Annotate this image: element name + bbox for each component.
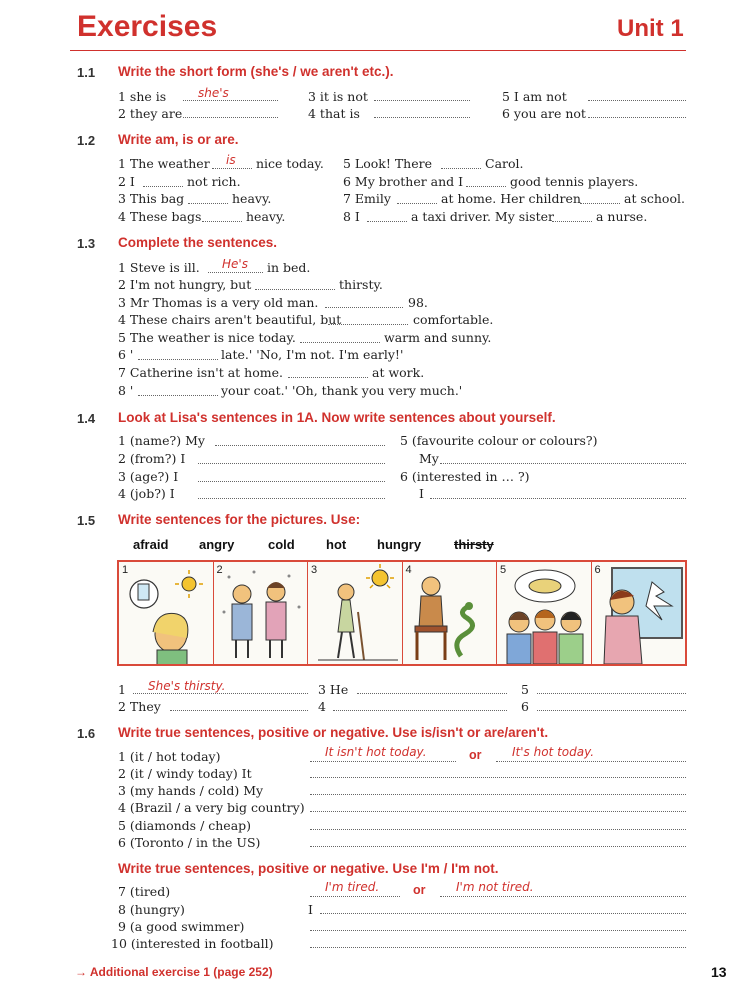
answer-line (310, 846, 686, 847)
item-text: heavy. (232, 191, 272, 206)
item: 5 (521, 682, 529, 697)
answer-line (310, 794, 686, 795)
picture-6 (592, 562, 686, 664)
answer-line (441, 168, 481, 169)
picture-number: 6 (594, 564, 601, 576)
header-divider (70, 50, 686, 51)
item-text: warm and sunny. (384, 330, 492, 345)
item: 3 (age?) I (118, 469, 179, 484)
exercise-number: 1.3 (77, 236, 96, 251)
exercise-title: Write the short form (she's / we aren't etc.). (118, 64, 394, 79)
item: 1 (118, 682, 126, 697)
answer-line (440, 896, 686, 897)
item-text: not rich. (187, 174, 241, 189)
item-text: at work. (372, 365, 425, 380)
cold-people-illustration (214, 562, 309, 664)
angry-woman-illustration (592, 562, 686, 664)
item: 2 They (118, 699, 161, 714)
item: 6 you are not (502, 106, 586, 121)
page-number: 13 (711, 964, 727, 980)
answer-line (496, 761, 686, 762)
item: 6 ' (118, 347, 134, 362)
item: 6 (521, 699, 529, 714)
exercise-title: Complete the sentences. (118, 235, 278, 250)
answer-line (440, 463, 686, 464)
answer-line (138, 359, 218, 360)
additional-exercise-link[interactable]: → Additional exercise 1 (page 252) (75, 965, 273, 979)
answer-line (320, 913, 686, 914)
answer-line (588, 117, 686, 118)
answer-line (580, 203, 620, 204)
answer-line (333, 710, 507, 711)
answer-line (552, 221, 592, 222)
word-afraid: afraid (133, 537, 169, 552)
item: 4 that is (308, 106, 360, 121)
word-hot: hot (326, 537, 347, 552)
answer-line (198, 498, 385, 499)
exercise-title: Look at Lisa's sentences in 1A. Now write sentences about yourself. (118, 410, 556, 425)
hungry-people-illustration (497, 562, 592, 664)
answer-line (198, 463, 385, 464)
item: 1 The weather (118, 156, 210, 171)
item-text: a nurse. (596, 209, 648, 224)
exercise-number: 1.1 (77, 65, 96, 80)
item: 7 Catherine isn't at home. (118, 365, 283, 380)
item-text: heavy. (246, 209, 286, 224)
item: 6 (Toronto / in the US) (118, 835, 261, 850)
answer-line (310, 829, 686, 830)
answer-line (374, 100, 470, 101)
item: 4 (job?) I (118, 486, 175, 501)
picture-number: 2 (216, 564, 223, 576)
item-text: Carol. (485, 156, 524, 171)
word-angry: angry (199, 537, 235, 552)
answer-line (310, 811, 686, 812)
item: 7 Emily (343, 191, 391, 206)
picture-number: 1 (122, 564, 129, 576)
handwritten-answer: It isn't hot today. (325, 745, 427, 759)
item: 4 These chairs aren't beautiful, but (118, 312, 342, 327)
item: 6 My brother and I (343, 174, 464, 189)
handwritten-answer: I'm tired. (325, 880, 380, 894)
item: 2 (it / windy today) It (118, 766, 252, 781)
picture-number: 5 (500, 564, 507, 576)
picture-number: 4 (405, 564, 412, 576)
picture-5 (497, 562, 592, 664)
answer-line (300, 342, 380, 343)
item: 5 (favourite colour or colours?) (400, 433, 598, 448)
answer-line (310, 930, 686, 931)
answer-line (188, 203, 228, 204)
answer-line (397, 203, 437, 204)
item: 2 (from?) I (118, 451, 186, 466)
item-text: good tennis players. (510, 174, 639, 189)
answer-line (288, 377, 368, 378)
or-label: or (413, 883, 426, 897)
item: 3 Mr Thomas is a very old man. (118, 295, 319, 310)
item-text: at home. Her children (441, 191, 581, 206)
item: 10 (interested in football) (111, 936, 274, 951)
item-text: late.' 'No, I'm not. I'm early!' (221, 347, 404, 362)
item-text: comfortable. (413, 312, 494, 327)
item-text: thirsty. (339, 277, 383, 292)
answer-line (310, 947, 686, 948)
answer-line (202, 221, 242, 222)
afraid-man-illustration (403, 562, 498, 664)
item-text: nice today. (256, 156, 324, 171)
item: 8 I (343, 209, 360, 224)
answer-line (212, 168, 252, 169)
item: 3 it is not (308, 89, 368, 104)
item: 5 Look! There (343, 156, 433, 171)
exercise-title: Write true sentences, positive or negative. Use is/isn't or are/aren't. (118, 725, 549, 740)
picture-number: 3 (311, 564, 318, 576)
answer-line (325, 307, 403, 308)
answer-line (183, 100, 278, 101)
word-hungry: hungry (377, 537, 422, 552)
item-text: 98. (408, 295, 428, 310)
page-title: Exercises (77, 10, 218, 43)
item: 6 (interested in … ?) (400, 469, 530, 484)
item: 4 (Brazil / a very big country) (118, 800, 305, 815)
answer-line (537, 710, 686, 711)
answer-line (374, 117, 470, 118)
exercise-number: 1.4 (77, 411, 96, 426)
answer-line (367, 221, 407, 222)
exercise-number: 1.6 (77, 726, 96, 741)
exercise-number: 1.2 (77, 133, 96, 148)
exercise-number: 1.5 (77, 513, 96, 528)
answer-line (208, 272, 263, 273)
answer-line (183, 117, 278, 118)
item: 1 (name?) My (118, 433, 205, 448)
answer-line (138, 395, 218, 396)
item-text: a taxi driver. My sister (411, 209, 554, 224)
item: 2 I (118, 174, 135, 189)
answer-line (310, 896, 400, 897)
exercise-title: Write sentences for the pictures. Use: (118, 512, 361, 527)
item: 7 (tired) (118, 884, 171, 899)
item: 5 (diamonds / cheap) (118, 818, 252, 833)
answer-line (537, 693, 686, 694)
handwritten-answer: I'm not tired. (456, 880, 534, 894)
word-thirsty-crossed: thirsty (454, 537, 494, 552)
item: 4 These bags (118, 209, 202, 224)
exercise-title: Write am, is or are. (118, 132, 239, 147)
answer-line (430, 498, 686, 499)
picture-3 (308, 562, 403, 664)
item: 3 He (318, 682, 349, 697)
answer-line (198, 481, 385, 482)
answer-line (133, 693, 308, 694)
answer-line (466, 186, 506, 187)
handwritten-answer: He's (222, 257, 248, 271)
item-text: My (419, 451, 439, 466)
answer-line (328, 324, 408, 325)
item: 2 they are (118, 106, 183, 121)
picture-1 (119, 562, 214, 664)
item: 3 (my hands / cold) My (118, 783, 264, 798)
handwritten-answer: is (226, 153, 236, 167)
item-text: in bed. (267, 260, 311, 275)
item: 1 (it / hot today) (118, 749, 221, 764)
item: 5 I am not (502, 89, 567, 104)
picture-4 (403, 562, 498, 664)
handwritten-answer: she's (198, 86, 229, 100)
item-text: I (308, 902, 313, 917)
answer-line (357, 693, 507, 694)
unit-label: Unit 1 (617, 15, 684, 42)
exercise-subtitle: Write true sentences, positive or negative. Use I'm / I'm not. (118, 861, 499, 876)
item: 8 (hungry) (118, 902, 185, 917)
item-text: I (419, 486, 424, 501)
picture-strip (117, 560, 687, 666)
handwritten-answer: It's hot today. (512, 745, 595, 759)
item-text: your coat.' 'Oh, thank you very much.' (221, 383, 463, 398)
item: 1 she is (118, 89, 167, 104)
answer-line (143, 186, 183, 187)
item: 5 The weather is nice today. (118, 330, 296, 345)
item: 8 ' (118, 383, 134, 398)
answer-line (310, 777, 686, 778)
or-label: or (469, 748, 482, 762)
answer-line (255, 289, 335, 290)
thirsty-woman-illustration (119, 562, 214, 664)
item: 4 (318, 699, 326, 714)
item-text: at school. (624, 191, 685, 206)
word-cold: cold (268, 537, 295, 552)
item: 9 (a good swimmer) (118, 919, 245, 934)
hot-man-illustration (308, 562, 403, 664)
answer-line (215, 445, 385, 446)
handwritten-answer: She's thirsty. (148, 679, 226, 693)
item: 2 I'm not hungry, but (118, 277, 252, 292)
answer-line (588, 100, 686, 101)
answer-line (310, 761, 456, 762)
answer-line (170, 710, 308, 711)
item: 3 This bag (118, 191, 185, 206)
picture-2 (214, 562, 309, 664)
item: 1 Steve is ill. (118, 260, 200, 275)
